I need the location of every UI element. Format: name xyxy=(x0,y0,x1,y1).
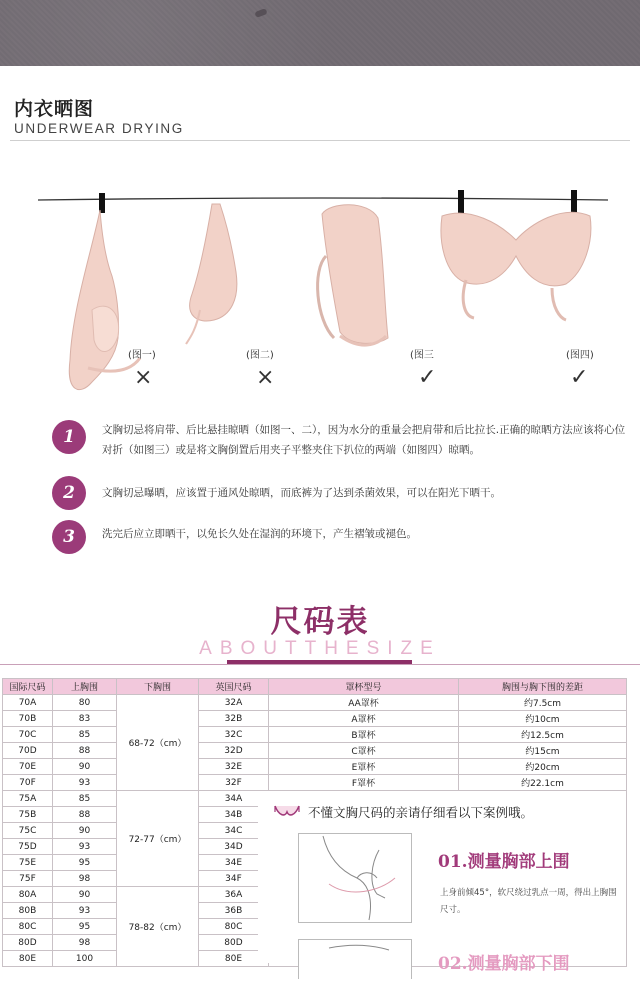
column-header: 国际尺码 xyxy=(3,679,53,695)
upper-bust: 90 xyxy=(53,823,117,839)
upper-bust: 93 xyxy=(53,903,117,919)
divider xyxy=(10,140,630,141)
intl-size: 70D xyxy=(3,743,53,759)
bust-difference: 约10cm xyxy=(459,711,627,727)
intl-size: 70C xyxy=(3,727,53,743)
bust-difference: 约22.1cm xyxy=(459,775,627,791)
measure-step-1-desc: 上身前倾45°，软尺绕过乳点一周，得出上胸围尺寸。 xyxy=(440,888,617,915)
figure-mark: ✓ xyxy=(418,365,437,390)
column-header: 上胸围 xyxy=(53,679,117,695)
uk-size: 34F xyxy=(199,871,269,887)
intl-size: 70B xyxy=(3,711,53,727)
uk-size: 34B xyxy=(199,807,269,823)
step-2 xyxy=(52,476,632,510)
figure-label: (图三 xyxy=(410,350,434,361)
upper-bust: 90 xyxy=(53,759,117,775)
cup-type: F罩杯 xyxy=(269,775,459,791)
step-3 xyxy=(52,520,632,554)
measure-guide xyxy=(258,791,624,974)
bust-difference: 约12.5cm xyxy=(459,727,627,743)
under-bust: 72-77（cm） xyxy=(117,791,199,887)
figure-mark: ✓ xyxy=(570,365,589,390)
step-text: 洗完后应立即晒干，以免长久处在湿润的环境下，产生褶皱或褪色。 xyxy=(102,528,417,540)
upper-bust: 88 xyxy=(53,743,117,759)
uk-size: 80C xyxy=(199,919,269,935)
step-number-badge: 2 xyxy=(52,476,86,510)
intl-size: 70E xyxy=(3,759,53,775)
cup-type: A罩杯 xyxy=(269,711,459,727)
intl-size: 70A xyxy=(3,695,53,711)
intl-size: 80D xyxy=(3,935,53,951)
table-row xyxy=(3,743,627,759)
fabric-photo xyxy=(0,0,640,66)
upper-bust: 93 xyxy=(53,839,117,855)
intl-size: 80E xyxy=(3,951,53,967)
column-header: 下胸围 xyxy=(117,679,199,695)
figure-label: (图四) xyxy=(566,350,594,361)
bra-icon xyxy=(274,804,300,820)
table-row xyxy=(3,759,627,775)
table-row xyxy=(3,775,627,791)
intl-size: 75D xyxy=(3,839,53,855)
upper-bust: 83 xyxy=(53,711,117,727)
upper-bust: 100 xyxy=(53,951,117,967)
drying-illustration xyxy=(0,160,640,400)
uk-size: 34E xyxy=(199,855,269,871)
intl-size: 80B xyxy=(3,903,53,919)
uk-size: 36A xyxy=(199,887,269,903)
under-bust: 68-72（cm） xyxy=(117,695,199,791)
measure-lower-illustration xyxy=(298,939,412,979)
step-number-badge: 3 xyxy=(52,520,86,554)
intl-size: 75F xyxy=(3,871,53,887)
section-title: 内衣晒图 xyxy=(14,98,95,120)
intl-size: 80C xyxy=(3,919,53,935)
intl-size: 75C xyxy=(3,823,53,839)
uk-size: 34D xyxy=(199,839,269,855)
upper-bust: 90 xyxy=(53,887,117,903)
uk-size: 32A xyxy=(199,695,269,711)
column-header: 胸围与胸下围的差距 xyxy=(459,679,627,695)
uk-size: 32E xyxy=(199,759,269,775)
upper-bust: 88 xyxy=(53,807,117,823)
figure-label: (图一) xyxy=(128,350,156,361)
cup-type: AA罩杯 xyxy=(269,695,459,711)
uk-size: 32F xyxy=(199,775,269,791)
upper-bust: 85 xyxy=(53,791,117,807)
table-row xyxy=(3,711,627,727)
section-subtitle: UNDERWEAR DRYING xyxy=(14,121,184,136)
size-chart-subtitle: ABOUTTHESIZE xyxy=(199,638,441,659)
table-row xyxy=(3,695,627,711)
uk-size: 80D xyxy=(199,935,269,951)
upper-bust: 95 xyxy=(53,855,117,871)
cup-type: B罩杯 xyxy=(269,727,459,743)
figure-label: (图二) xyxy=(246,350,274,361)
figure-mark: × xyxy=(256,365,275,390)
upper-bust: 95 xyxy=(53,919,117,935)
uk-size: 34C xyxy=(199,823,269,839)
upper-bust: 98 xyxy=(53,935,117,951)
measure-step-1-title: 01.测量胸部上围 xyxy=(438,852,570,872)
size-chart-title: 尺码表 xyxy=(270,604,370,640)
column-header: 罩杯型号 xyxy=(269,679,459,695)
uk-size: 36B xyxy=(199,903,269,919)
table-header-row xyxy=(3,679,627,695)
table-row xyxy=(3,727,627,743)
bust-difference: 约7.5cm xyxy=(459,695,627,711)
cup-type: C罩杯 xyxy=(269,743,459,759)
intl-size: 75A xyxy=(3,791,53,807)
uk-size: 32D xyxy=(199,743,269,759)
intl-size: 75B xyxy=(3,807,53,823)
step-text: 文胸切忌曝晒，应该置于通风处晾晒，而底裤为了达到杀菌效果，可以在阳光下晒干。 xyxy=(102,487,501,499)
cup-type: E罩杯 xyxy=(269,759,459,775)
bust-difference: 约15cm xyxy=(459,743,627,759)
divider xyxy=(0,664,640,665)
intl-size: 75E xyxy=(3,855,53,871)
upper-bust: 85 xyxy=(53,727,117,743)
uk-size: 34A xyxy=(199,791,269,807)
guide-headline-text: 不懂文胸尺码的亲请仔细看以下案例哦。 xyxy=(308,805,534,820)
measure-step-2-title: 02.测量胸部下围 xyxy=(438,954,570,974)
step-1 xyxy=(52,420,632,460)
upper-bust: 80 xyxy=(53,695,117,711)
step-number-badge: 1 xyxy=(52,420,86,454)
figure-mark: × xyxy=(134,365,153,390)
column-header: 英国尺码 xyxy=(199,679,269,695)
intl-size: 70F xyxy=(3,775,53,791)
upper-bust: 98 xyxy=(53,871,117,887)
upper-bust: 93 xyxy=(53,775,117,791)
bust-difference: 约20cm xyxy=(459,759,627,775)
uk-size: 80E xyxy=(199,951,269,967)
intl-size: 80A xyxy=(3,887,53,903)
step-text: 文胸切忌将肩带、后比悬挂晾晒（如图一、二），因为水分的重量会把肩带和后比拉长.正确的晾晒方法应该将心位对折（如图三）或是将文胸倒置后用夹子平整夹住下扒位的两端（如图四）晾晒。 xyxy=(102,424,626,456)
under-bust: 78-82（cm） xyxy=(117,887,199,967)
measure-upper-illustration xyxy=(298,833,412,923)
uk-size: 32B xyxy=(199,711,269,727)
uk-size: 32C xyxy=(199,727,269,743)
guide-headline xyxy=(274,803,533,821)
